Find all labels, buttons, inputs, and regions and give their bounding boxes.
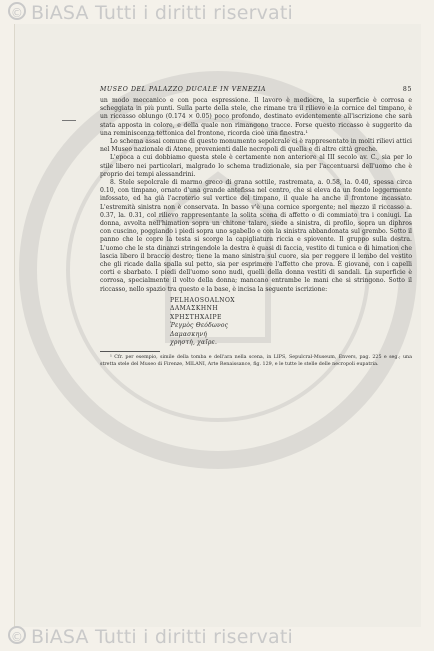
- inscription-line: Ῥεγμὸς Θεόδωνος: [170, 322, 229, 330]
- page-number: 85: [402, 86, 412, 93]
- watermark-top-text: BiASA Tutti i diritti riservati: [31, 2, 294, 24]
- inscription: [170, 297, 412, 347]
- inscription-line: ΔΑΜΑΣΚΗΝΗ: [170, 305, 219, 313]
- paragraph: 8. Stele sepolcrale di marmo greco di grana sottile, rastremata, a. 0.58, la. 0.40, spessa circa 0.10, con timpano, ornato d'una grande antefissa nel centro, che si eleva da un fondo leggermente infossato, ed ha già l'acroterio sul vertice del timpano, il quale ha anche il frontone incassato. L'estremità sinistra non è conservata. In basso v'è una cornice sporgente; nel mezzo il riccasso a. 0.37, la. 0.31, col rilievo rappresentante la solita scena di affetto o di commiato tra i coniugi. La donna, avvolta nell'himation sopra un chitone talare, siede a sinistra, di profilo, sopra un diphros con cuscino, poggiando i piedi sopra uno sgabello e con la sinistra abbandonata sul grembo. Sotto il panno che le copre la testa si scorge la capigliatura riccia e spiovente. Il gruppo sulla destra. L'uomo che le sta dinanzi stringendole la destra è quasi di faccia, vestito di tunica e di himation che lascia libero il braccio destro; tiene la mano sinistra sul cuore, sia per reggere il lembo del vestito che gli ricade dalla spalla sul petto, sia per esprimere l'affetto che prova. È giovane, con i capelli corti e sbarbato. I piedi dell'uomo sono nudi, quelli della donna vestiti di sandali. La superficie è corrosa, specialmente il volto della donna; mancano entrambe le mani che si stringono. Sotto il riccasso, nello spazio tra questo e la base, è incisa la seguente iscrizione:: [100, 179, 412, 293]
- inscription-line: Δαμασκηνή: [170, 330, 208, 338]
- watermark-bottom-text: BiASA Tutti i diritti riservati: [31, 626, 294, 648]
- inscription-line: ΧΡΗΣΤΗΧΑΙΡΕ: [170, 313, 222, 321]
- footnote: ¹ Cfr. per esempio, simile della tomba e dell'ara nella scena, in LIPS, Sepulcral-Museum, Envers, pag. 225 e seg.; una stretta stele del Museo di Firenze, MILANI, Arte Renaissance, fig. 129, e le tutte le stelle delle necropoli eupatria.: [100, 355, 412, 367]
- paragraph: Lo schema assai comune di questo monumento sepolcrale ci è rappresentato in molti rilievi attici nel Museo nazionale di Atene, provenienti dalle necropoli di quella e di altre città greche.: [100, 138, 412, 154]
- copyright-icon: ©: [8, 626, 26, 644]
- inscription-line: χρηστὴ, χαῖρε.: [170, 338, 218, 346]
- copyright-icon: ©: [8, 2, 26, 20]
- footnote-rule: [100, 351, 160, 352]
- paragraph: un modo meccanico e con poca espressione. Il lavoro è mediocre, la superficie è corrosa e scheggiata in più punti. Sulla parte della stele, che rimane tra il rilievo e la cornice del timpano, è un riccasso oblungo (0.174 × 0.05) poco profondo, destinato evidentemente all'iscrizione che sarà stata apposta in colore, e della quale non rimangono tracce. Forse questo riccasso è suggerito da una reminiscenza tettonica del frontone, ricorda cioè una finestra.¹: [100, 97, 412, 137]
- inscription-line: PELHAOSOALNOX: [170, 296, 236, 304]
- margin-mark: [62, 120, 76, 121]
- running-title: MUSEO DEL PALAZZO DUCALE IN VENEZIA: [100, 86, 267, 93]
- watermark-bottom: [8, 626, 293, 648]
- page-body: [100, 97, 412, 368]
- paragraph: L'epoca a cui dobbiamo questa stele è certamente non anteriore al III secolo av. C., sia per lo stile libero nei particolari, malgrado lo schema tradizionale, sia per l'accentuarsi dell'uomo che è proprio dei tempi alessandrini.: [100, 154, 412, 178]
- watermark-top: [8, 2, 293, 24]
- running-header: [100, 86, 412, 93]
